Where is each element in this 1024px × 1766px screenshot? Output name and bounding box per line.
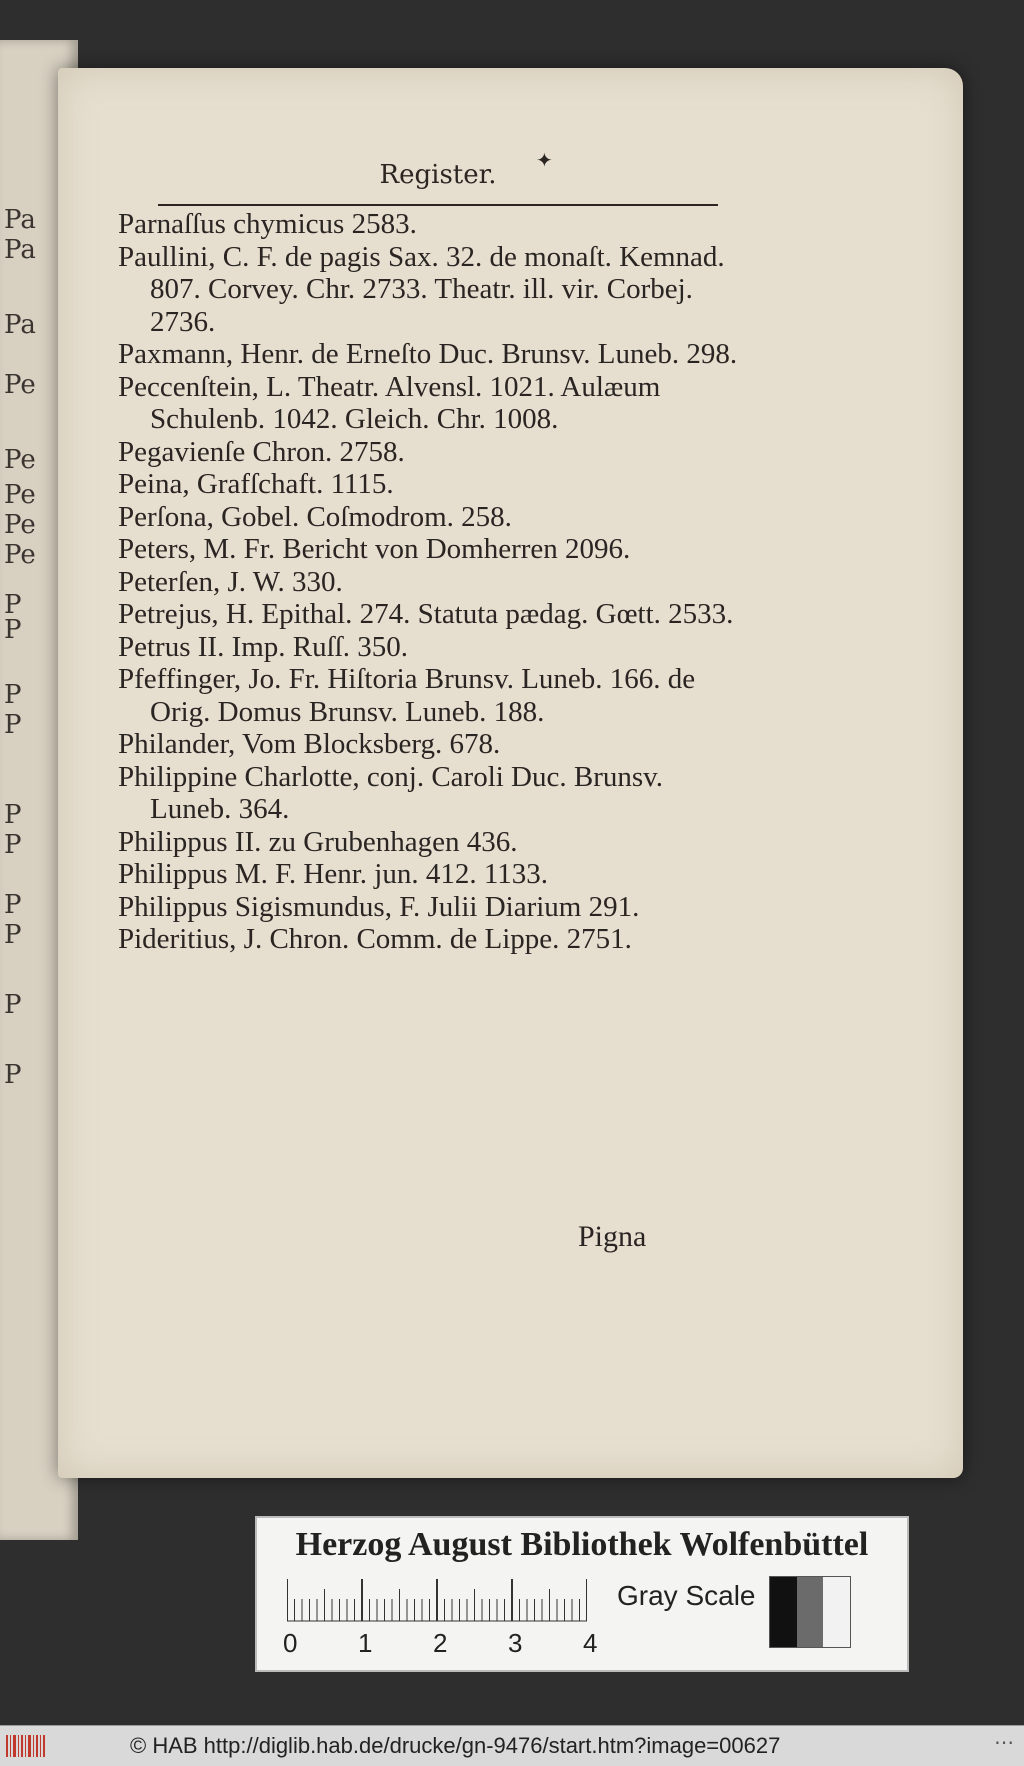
register-entry: Peters, M. Fr. Bericht von Domherren 2096.: [118, 533, 631, 565]
left-page-glyph: Pe: [4, 445, 36, 475]
register-entries: [118, 208, 738, 956]
register-entry: Parnaſſus chymicus 2583.: [118, 208, 417, 240]
scale-number: 0: [283, 1628, 298, 1658]
left-page-glyph: P: [4, 710, 22, 740]
left-page-glyph: Pe: [4, 510, 36, 540]
register-entry: Paullini, C. F. de pagis Sax. 32. de monaſt. Kemnad. 807. Corvey. Chr. 2733. Theatr. ill. vir. Corbej. 2736.: [118, 240, 725, 338]
gray-swatch: [770, 1577, 797, 1647]
register-entry: Philander, Vom Blocksberg. 678.: [118, 728, 501, 760]
left-page-glyph: P: [4, 1060, 22, 1090]
left-page-glyph: P: [4, 800, 22, 830]
page-header: Register.: [379, 160, 497, 190]
left-page-glyph: P: [4, 680, 22, 710]
status-bar: [0, 1725, 1024, 1766]
register-entry: Peina, Grafſchaft. 1115.: [118, 468, 394, 500]
left-page-glyph: Pe: [4, 370, 36, 400]
color-calibration-card: [255, 1516, 909, 1672]
left-page-glyph: Pe: [4, 480, 36, 510]
left-page-glyph: P: [4, 590, 22, 620]
register-entry: Peterſen, J. W. 330.: [118, 565, 343, 598]
ruler-scale: [287, 1578, 587, 1622]
gray-scale-label: Gray Scale: [617, 1580, 756, 1611]
register-entry: Peccenſtein, L. Theatr. Alvensl. 1021. Aulæum Schulenb. 1042. Gleich. Chr. 1008.: [118, 370, 661, 435]
left-page-glyph: Pa: [4, 310, 36, 340]
more-options-icon[interactable]: ⋯: [994, 1730, 1014, 1754]
left-page-glyph: P: [4, 830, 22, 860]
register-entry: Pideritius, J. Chron. Comm. de Lippe. 2751.: [118, 923, 632, 955]
scale-number: 2: [433, 1628, 448, 1658]
scale-number: 1: [358, 1628, 373, 1658]
register-entry: Philippus M. F. Henr. jun. 412. 1133.: [118, 858, 549, 890]
book-page: [58, 68, 963, 1478]
header-rule: [158, 204, 718, 206]
library-name: Herzog August Bibliothek Wolfenbüttel: [295, 1526, 869, 1563]
gray-swatches: [769, 1576, 851, 1648]
register-entry: Perſona, Gobel. Coſmodrom. 258.: [118, 500, 512, 533]
star-ornament: ✦: [536, 148, 553, 172]
left-page-glyph: P: [4, 920, 22, 950]
register-entry: Petrus II. Imp. Ruſſ. 350.: [118, 630, 408, 663]
register-entry: Paxmann, Henr. de Erneſto Duc. Brunsv. Luneb. 298.: [118, 338, 738, 370]
register-entry: Philippus Sigismundus, F. Julii Diarium 291.: [118, 890, 640, 923]
register-entry: Petrejus, H. Epithal. 274. Statuta pædag. Gœtt. 2533.: [118, 598, 734, 630]
left-page-glyph: Pa: [4, 205, 36, 235]
left-page-glyph: P: [4, 990, 22, 1020]
register-entry: Pegavienſe Chron. 2758.: [118, 435, 405, 468]
register-entry: Philippus II. zu Grubenhagen 436.: [118, 825, 518, 858]
copyright-url[interactable]: © HAB http://diglib.hab.de/drucke/gn-9476/start.htm?image=00627: [130, 1733, 781, 1758]
hab-barcode-logo-icon: [4, 1732, 48, 1760]
scale-number: 3: [508, 1628, 523, 1658]
gray-swatch: [797, 1577, 824, 1647]
scale-number: 4: [583, 1628, 598, 1658]
left-page-glyph: P: [4, 890, 22, 920]
register-entry: Philippine Charlotte, conj. Caroli Duc. Brunsv. Luneb. 364.: [118, 760, 664, 825]
gray-swatch: [823, 1577, 850, 1647]
left-page-glyph: Pe: [4, 540, 36, 570]
catchword: Pigna: [578, 1220, 647, 1253]
left-page-glyph: P: [4, 615, 22, 645]
left-page-glyph: Pa: [4, 235, 36, 265]
register-entry: Pfeffinger, Jo. Fr. Hiſtoria Brunsv. Luneb. 166. de Orig. Domus Brunsv. Luneb. 188.: [118, 663, 696, 728]
